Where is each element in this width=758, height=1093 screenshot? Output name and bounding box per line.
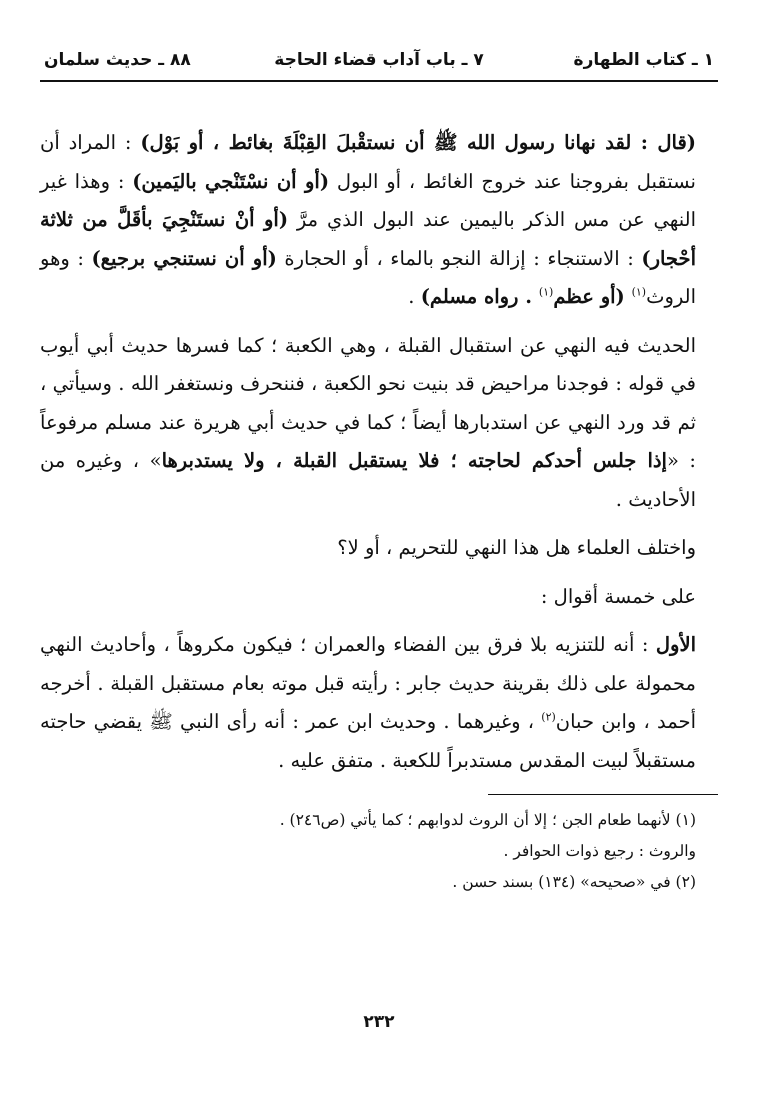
hadith-quote-narrated: . رواه مسلم) — [420, 285, 539, 308]
page-number: ٢٣٢ — [363, 1012, 395, 1032]
running-header — [40, 40, 718, 82]
paragraph-2-text-2: » ، وغيره من الأحاديث . — [40, 449, 696, 511]
footnote-marker: (١) — [538, 285, 554, 299]
paragraph-1-text-4: : وهو الروث — [40, 246, 696, 308]
paragraph-3: واختلف العلماء هل هذا النهي للتحريم ، أو لا؟ — [337, 536, 696, 559]
hadith-quote-right-hand: (أو أن نسْتَنْجي باليَمين) — [132, 169, 330, 193]
footnotes — [40, 805, 718, 898]
hadith-quote-opening: (قال : لقد نهانا رسول الله ﷺ أن نستقْبلَ القِبْلَةَ بغائط ، أو بَوْل) — [140, 131, 696, 154]
paragraph-4: على خمسة أقوال : — [540, 584, 696, 608]
header-book-title: ١ ـ كتاب الطهارة — [573, 50, 714, 70]
footnote-1: (١) لأنهما طعام الجن ؛ إلا أن الروث لدوابهم ؛ كما يأتي (ص٢٤٦) . — [279, 811, 696, 829]
paragraph-5-text-2: ، وغيرهما . وحديث ابن عمر : أنه رأى النبي ﷺ يقضي حاجته مستقبلاً لبيت المقدس مستدبراً للكعبة . متفق عليه . — [40, 710, 696, 772]
paragraph-1 — [40, 124, 718, 317]
paragraph-2 — [40, 327, 718, 520]
paragraph-5 — [40, 626, 718, 780]
footnote-1-continued: والروث : رجيع ذوات الحوافر . — [503, 842, 696, 860]
main-text — [40, 124, 718, 780]
header-chapter-title: ٧ ـ باب آداب قضاء الحاجة — [274, 50, 484, 70]
book-page — [40, 40, 718, 898]
footnote-divider — [488, 794, 718, 795]
header-hadith-title: ٨٨ ـ حديث سلمان — [44, 50, 191, 70]
hadith-quote-three-stones: (أو أنْ نستَنْجِيَ بأقَلَّ من ثلاثة أحْجار) — [40, 208, 696, 270]
opinion-label: الأول — [655, 633, 696, 656]
paragraph-1-text-3: : الاستنجاء : إزالة النجو بالماء ، أو الحجارة — [276, 246, 642, 270]
hadith-quote-abu-hurairah: إذا جلس أحدكم لحاجته ؛ فلا يستقبل القبلة ، ولا يستدبرها — [161, 449, 667, 472]
footnote-marker: (١) — [631, 285, 647, 299]
paragraph-2-text-1: الحديث فيه النهي عن استقبال القبلة ، وهي الكعبة ؛ كما فسرها حديث أبي أيوب في قوله : فوجدنا مراحيض قد بنيت نحو الكعبة ، فننحرف ونستغفر الله . وسيأتي ، ثم قد ورد النهي عن استدبارها أيضاً ؛ كما في حديث أبي هريرة عند مسلم مرفوعاً : « — [40, 333, 696, 472]
hadith-quote-bone: (أو عظم — [553, 285, 632, 308]
paragraph-1-end: . — [408, 285, 421, 308]
hadith-quote-dung: (أو أن نستنجي برجيع) — [91, 246, 277, 270]
paragraph-1-text-2: : وهذا غير النهي عن مس الذكر باليمين عند البول الذي مرَّ — [40, 169, 696, 231]
footnote-marker: (٢) — [541, 710, 556, 724]
footnote-2: (٢) في «صحيحه» (١٣٤) بسند حسن . — [452, 873, 696, 891]
paragraph-1-text-1: : المراد أن نستقبل بفروجنا عند خروج الغائط ، أو البول — [40, 131, 696, 193]
paragraph-5-text-1: : أنه للتنزيه بلا فرق بين الفضاء والعمران ؛ فيكون مكروهاً ، وأحاديث النهي محمولة على ذلك بقرينة حديث جابر : رأيته قبل موته بعام مستقبل القبلة . أخرجه أحمد ، وابن حبان — [40, 633, 696, 733]
